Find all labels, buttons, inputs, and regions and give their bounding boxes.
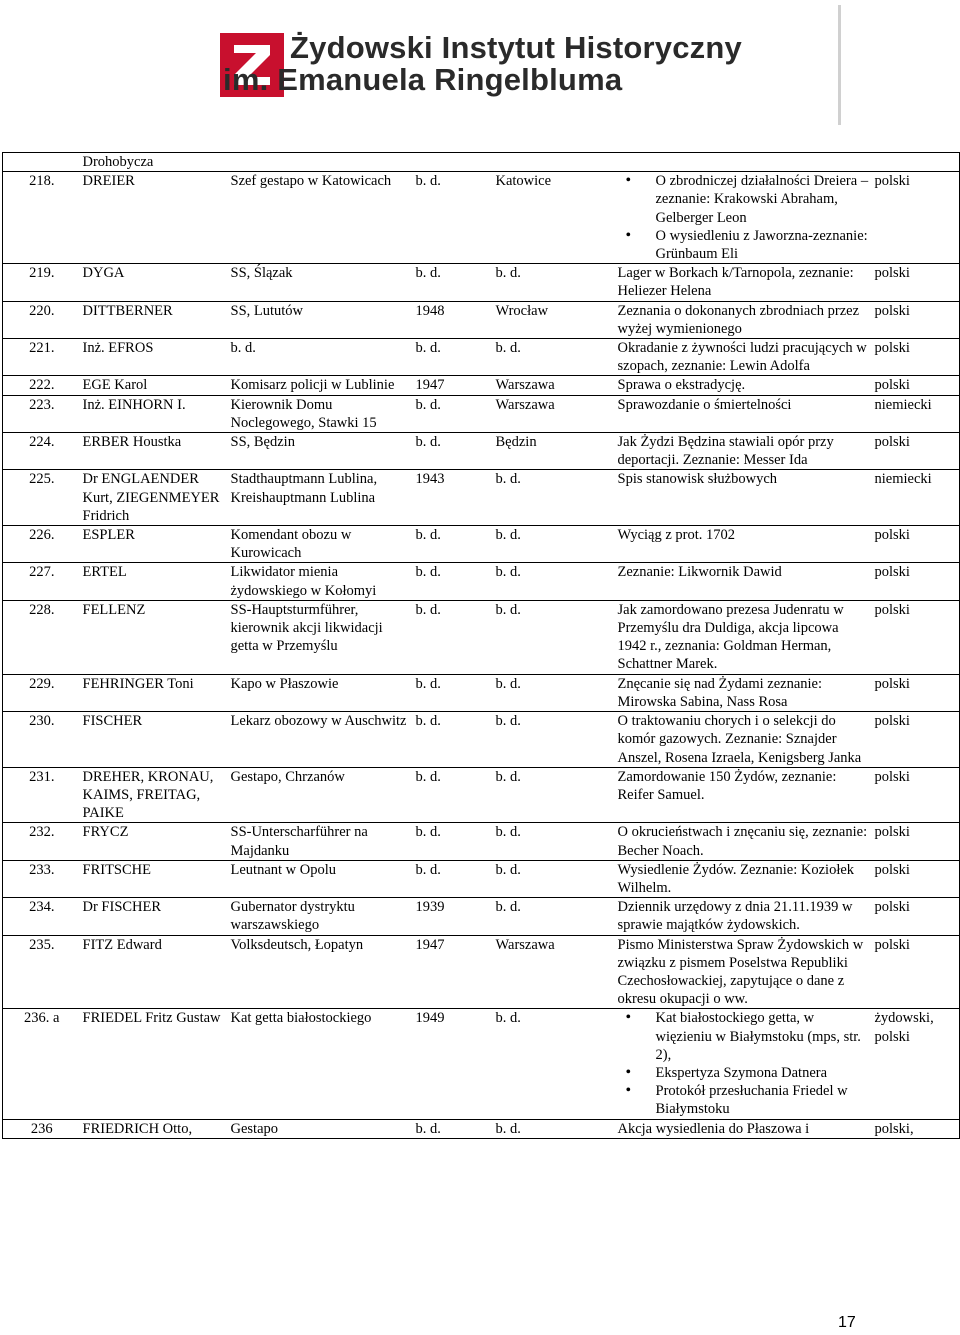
- cell-role: Lekarz obozowy w Auschwitz: [229, 712, 414, 768]
- cell-role: Kierownik Domu Noclegowego, Stawki 15: [229, 395, 414, 432]
- cell-language: niemiecki: [873, 470, 960, 526]
- cell-year: b. d.: [414, 674, 494, 711]
- cell-number: 223.: [3, 395, 81, 432]
- cell-place: b. d.: [494, 526, 616, 563]
- table-row: [3, 339, 960, 376]
- cell-language: polski: [873, 935, 960, 1009]
- table-row: [3, 563, 960, 600]
- cell-number: 227.: [3, 563, 81, 600]
- cell-description: [616, 1119, 873, 1138]
- table-row: [3, 526, 960, 563]
- cell-year: b. d.: [414, 172, 494, 264]
- cell-name: ESPLER: [81, 526, 229, 563]
- header-divider: [838, 5, 841, 125]
- cell-name: EGE Karol: [81, 376, 229, 395]
- description-bullets: [618, 1009, 871, 1118]
- cell-language: polski: [873, 376, 960, 395]
- cell-number: 220.: [3, 301, 81, 338]
- cell-number: 236: [3, 1119, 81, 1138]
- cell-place: b. d.: [494, 600, 616, 674]
- cell-name: FRITSCHE: [81, 860, 229, 897]
- cell-language: polski: [873, 674, 960, 711]
- cell-name: FEHRINGER Toni: [81, 674, 229, 711]
- cell-number: 234.: [3, 898, 81, 935]
- table-row: [3, 1009, 960, 1119]
- cell-year: [414, 153, 494, 172]
- cell-description: [616, 600, 873, 674]
- cell-year: 1948: [414, 301, 494, 338]
- cell-year: b. d.: [414, 264, 494, 301]
- cell-description: [616, 339, 873, 376]
- cell-description: [616, 470, 873, 526]
- cell-name: FRIEDRICH Otto,: [81, 1119, 229, 1138]
- table-row: [3, 935, 960, 1009]
- records-body: [3, 153, 960, 1139]
- cell-name: FELLENZ: [81, 600, 229, 674]
- cell-place: Warszawa: [494, 395, 616, 432]
- table-row: [3, 376, 960, 395]
- description-text: Znęcanie się nad Żydami zeznanie: Mirowska Sabina, Nass Rosa: [617, 675, 823, 710]
- cell-number: 232.: [3, 823, 81, 860]
- cell-number: 224.: [3, 433, 81, 470]
- cell-place: b. d.: [494, 674, 616, 711]
- cell-year: 1949: [414, 1009, 494, 1119]
- cell-description: [616, 172, 873, 264]
- cell-language: polski: [873, 767, 960, 823]
- cell-language: polski: [873, 563, 960, 600]
- table-row: [3, 470, 960, 526]
- cell-language: polski: [873, 600, 960, 674]
- cell-language: polski: [873, 860, 960, 897]
- cell-description: [616, 712, 873, 768]
- cell-year: 1939: [414, 898, 494, 935]
- cell-number: 236. a: [3, 1009, 81, 1119]
- cell-number: 231.: [3, 767, 81, 823]
- description-text: Zamordowanie 150 Żydów, zeznanie: Reifer Samuel.: [617, 768, 837, 803]
- cell-name: DITTBERNER: [81, 301, 229, 338]
- description-text: Pismo Ministerstwa Spraw Żydowskich w związku z pismem Poselstwa Republiki Czechosłowackiej, zapytujące o dane z okresu okupacji o ww.: [617, 936, 864, 1008]
- cell-year: b. d.: [414, 339, 494, 376]
- cell-place: Wrocław: [494, 301, 616, 338]
- cell-year: b. d.: [414, 563, 494, 600]
- cell-description: [616, 823, 873, 860]
- cell-language: [873, 153, 960, 172]
- cell-description: [616, 860, 873, 897]
- cell-description: [616, 767, 873, 823]
- cell-year: b. d.: [414, 860, 494, 897]
- cell-name: Dr FISCHER: [81, 898, 229, 935]
- cell-number: 230.: [3, 712, 81, 768]
- description-bullet: • O wysiedleniu z Jaworzna-zeznanie: Grünbaum Eli: [644, 227, 871, 263]
- cell-place: b. d.: [494, 1119, 616, 1138]
- cell-number: 221.: [3, 339, 81, 376]
- description-text: Wyciąg z prot. 1702: [617, 527, 736, 544]
- cell-number: [3, 153, 81, 172]
- cell-number: 218.: [3, 172, 81, 264]
- cell-language: polski: [873, 712, 960, 768]
- institute-name: Żydowski Instytut Historyczny: [290, 30, 742, 65]
- table-row: [3, 674, 960, 711]
- cell-role: SS-Hauptsturmführer, kierownik akcji likwidacji getta w Przemyślu: [229, 600, 414, 674]
- cell-role: Komisarz policji w Lublinie: [229, 376, 414, 395]
- table-row: [3, 600, 960, 674]
- cell-place: b. d.: [494, 339, 616, 376]
- description-text: Jak Żydzi Będzina stawiali opór przy deportacji. Zeznanie: Messer Ida: [617, 434, 834, 469]
- cell-year: b. d.: [414, 433, 494, 470]
- cell-year: 1943: [414, 470, 494, 526]
- cell-place: Warszawa: [494, 935, 616, 1009]
- cell-role: Gestapo: [229, 1119, 414, 1138]
- table-row: [3, 823, 960, 860]
- cell-place: b. d.: [494, 1009, 616, 1119]
- cell-year: b. d.: [414, 712, 494, 768]
- cell-language: polski: [873, 301, 960, 338]
- cell-description: [616, 433, 873, 470]
- cell-year: 1947: [414, 935, 494, 1009]
- cell-role: Gubernator dystryktu warszawskiego: [229, 898, 414, 935]
- cell-name: FRIEDEL Fritz Gustaw: [81, 1009, 229, 1119]
- table-row: [3, 1119, 960, 1138]
- cell-place: b. d.: [494, 712, 616, 768]
- description-text: O traktowaniu chorych i o selekcji do komór gazowych. Zeznanie: Sznajder Anszel, Rosena Izraela, Kenigsberg Janka: [617, 713, 862, 766]
- cell-year: b. d.: [414, 823, 494, 860]
- cell-place: b. d.: [494, 860, 616, 897]
- cell-name: DREHER, KRONAU, KAIMS, FREITAG, PAIKE: [81, 767, 229, 823]
- description-text: Zeznanie: Likwornik Dawid: [617, 564, 782, 581]
- table-row: [3, 860, 960, 897]
- table-row: [3, 395, 960, 432]
- cell-role: Kapo w Płaszowie: [229, 674, 414, 711]
- cell-number: 233.: [3, 860, 81, 897]
- cell-language: polski: [873, 526, 960, 563]
- cell-description: [616, 898, 873, 935]
- cell-place: b. d.: [494, 470, 616, 526]
- cell-description: [616, 376, 873, 395]
- cell-name: Inż. EINHORN I.: [81, 395, 229, 432]
- cell-year: 1947: [414, 376, 494, 395]
- cell-place: Będzin: [494, 433, 616, 470]
- cell-language: niemiecki: [873, 395, 960, 432]
- table-row: [3, 301, 960, 338]
- description-text: Wysiedlenie Żydów. Zeznanie: Koziołek Wilhelm.: [617, 861, 855, 896]
- cell-description: [616, 674, 873, 711]
- description-bullet: • O zbrodniczej działalności Dreiera –zeznanie: Krakowski Abraham, Gelberger Leon: [644, 172, 871, 227]
- cell-place: b. d.: [494, 767, 616, 823]
- cell-number: 219.: [3, 264, 81, 301]
- cell-role: Stadthauptmann Lublina, Kreishauptmann Lublina: [229, 470, 414, 526]
- cell-role: Likwidator mienia żydowskiego w Kołomyi: [229, 563, 414, 600]
- description-text: Spis stanowisk służbowych: [617, 471, 777, 488]
- description-text: Akcja wysiedlenia do Płaszowa i: [617, 1120, 810, 1137]
- cell-role: SS, Lututów: [229, 301, 414, 338]
- cell-name: FISCHER: [81, 712, 229, 768]
- page-number: 17: [838, 1314, 856, 1331]
- cell-name: ERBER Houstka: [81, 433, 229, 470]
- cell-role: Volksdeutsch, Łopatyn: [229, 935, 414, 1009]
- cell-role: Szef gestapo w Katowicach: [229, 172, 414, 264]
- cell-description: [616, 563, 873, 600]
- cell-role: SS, Ślązak: [229, 264, 414, 301]
- description-text: Lager w Borkach k/Tarnopola, zeznanie: Heliezer Helena: [617, 265, 854, 300]
- description-bullets: [618, 172, 871, 263]
- table-row: [3, 433, 960, 470]
- cell-language: polski: [873, 898, 960, 935]
- cell-language: polski: [873, 264, 960, 301]
- cell-language: polski: [873, 172, 960, 264]
- cell-description: [616, 1009, 873, 1119]
- cell-year: b. d.: [414, 395, 494, 432]
- cell-language: żydowski, polski: [873, 1009, 960, 1119]
- cell-role: Gestapo, Chrzanów: [229, 767, 414, 823]
- cell-year: b. d.: [414, 767, 494, 823]
- cell-description: [616, 526, 873, 563]
- cell-description: [616, 264, 873, 301]
- description-text: Jak zamordowano prezesa Judenratu w Przemyślu dra Duldiga, akcja lipcowa 1942 r., zeznania: Goldman Herman, Schattner Marek.: [617, 601, 844, 673]
- cell-number: 222.: [3, 376, 81, 395]
- table-row: [3, 264, 960, 301]
- description-text: Okradanie z żywności ludzi pracujących w szopach, zeznanie: Lewin Adolfa: [617, 340, 867, 375]
- cell-number: 228.: [3, 600, 81, 674]
- table-row: [3, 172, 960, 264]
- description-text: Sprawa o ekstradycję.: [617, 377, 746, 394]
- document-header: [0, 0, 960, 150]
- cell-year: b. d.: [414, 600, 494, 674]
- cell-name: ERTEL: [81, 563, 229, 600]
- cell-year: b. d.: [414, 526, 494, 563]
- cell-place: b. d.: [494, 264, 616, 301]
- cell-description: [616, 153, 873, 172]
- cell-description: [616, 935, 873, 1009]
- cell-place: Warszawa: [494, 376, 616, 395]
- cell-year: b. d.: [414, 1119, 494, 1138]
- cell-description: [616, 395, 873, 432]
- cell-place: Katowice: [494, 172, 616, 264]
- cell-name: DYGA: [81, 264, 229, 301]
- cell-number: 226.: [3, 526, 81, 563]
- cell-number: 229.: [3, 674, 81, 711]
- cell-place: b. d.: [494, 823, 616, 860]
- cell-role: SS-Unterscharführer na Majdanku: [229, 823, 414, 860]
- cell-role: b. d.: [229, 339, 414, 376]
- table-row: [3, 153, 960, 172]
- cell-name: Dr ENGLAENDER Kurt, ZIEGENMEYER Fridrich: [81, 470, 229, 526]
- cell-place: b. d.: [494, 898, 616, 935]
- table-row: [3, 712, 960, 768]
- cell-name: FRYCZ: [81, 823, 229, 860]
- institute-patron: im. Emanuela Ringelbluma: [223, 62, 623, 97]
- cell-name: FITZ Edward: [81, 935, 229, 1009]
- description-text: Sprawozdanie o śmiertelności: [617, 396, 792, 413]
- table-row: [3, 898, 960, 935]
- cell-role: Kat getta białostockiego: [229, 1009, 414, 1119]
- cell-place: b. d.: [494, 563, 616, 600]
- cell-name: DREIER: [81, 172, 229, 264]
- description-text: Zeznania o dokonanych zbrodniach przez wyżej wymienionego: [617, 302, 860, 337]
- cell-language: polski: [873, 823, 960, 860]
- description-text: Dziennik urzędowy z dnia 21.11.1939 w sprawie majątków żydowskich.: [617, 899, 853, 934]
- description-text: O okrucieństwach i znęcaniu się, zeznanie: Becher Noach.: [617, 824, 868, 859]
- table-row: [3, 767, 960, 823]
- description-bullet: • Kat białostockiego getta, w więzieniu w Białymstoku (mps, str. 2),: [644, 1009, 871, 1064]
- description-bullet: • Ekspertyza Szymona Datnera: [644, 1064, 871, 1082]
- cell-description: [616, 301, 873, 338]
- cell-number: 235.: [3, 935, 81, 1009]
- cell-role: Komendant obozu w Kurowicach: [229, 526, 414, 563]
- cell-place: [494, 153, 616, 172]
- description-bullet: • Protokół przesłuchania Friedel w Białymstoku: [644, 1082, 871, 1118]
- cell-role: SS, Będzin: [229, 433, 414, 470]
- cell-role: [229, 153, 414, 172]
- records-table: [2, 152, 960, 1139]
- cell-name: Inż. EFROS: [81, 339, 229, 376]
- cell-language: polski: [873, 339, 960, 376]
- cell-role: Leutnant w Opolu: [229, 860, 414, 897]
- cell-language: polski,: [873, 1119, 960, 1138]
- cell-number: 225.: [3, 470, 81, 526]
- cell-name: Drohobycza: [81, 153, 229, 172]
- cell-language: polski: [873, 433, 960, 470]
